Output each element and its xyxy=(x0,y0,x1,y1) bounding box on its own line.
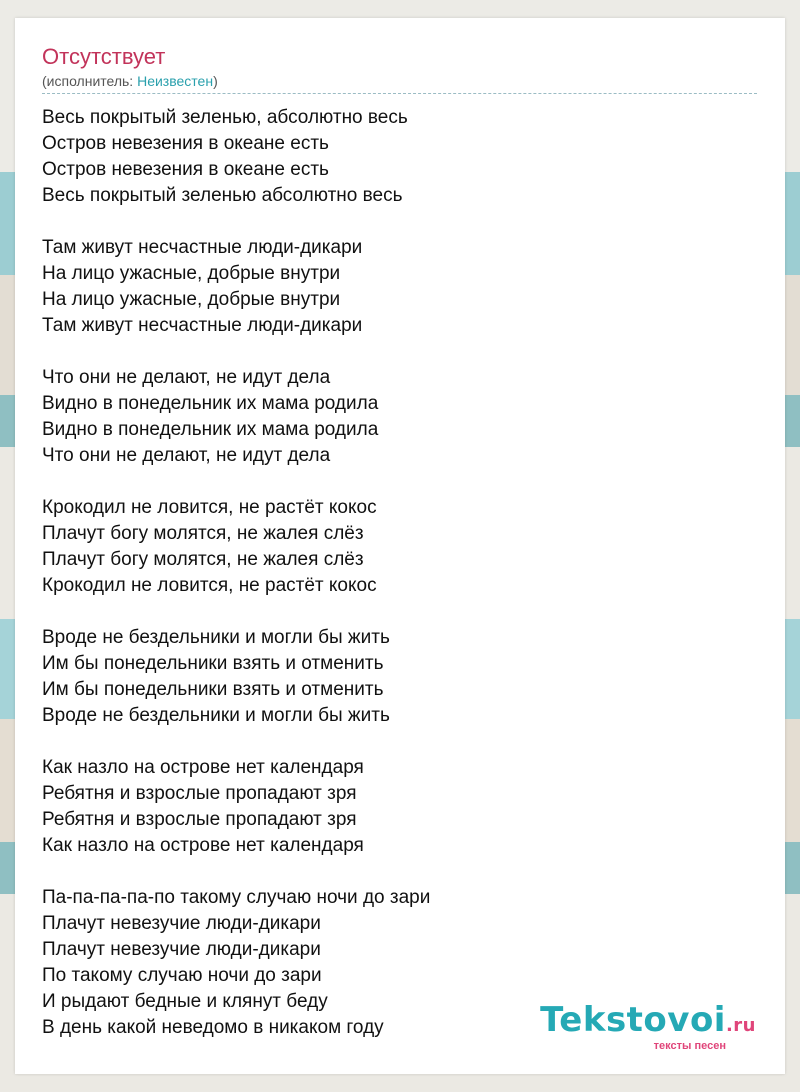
lyrics-line: Плачут невезучие люди-дикари xyxy=(42,913,321,934)
artist-link[interactable]: Неизвестен xyxy=(137,73,214,89)
lyrics-line: Весь покрытый зеленью, абсолютно весь xyxy=(42,107,408,128)
lyrics-stanza xyxy=(42,755,762,859)
lyrics-line: На лицо ужасные, добрые внутри xyxy=(42,263,341,284)
lyrics-line: Им бы понедельники взять и отменить xyxy=(42,679,384,700)
lyrics-stanza xyxy=(42,365,762,469)
lyrics-line: Вроде не бездельники и могли бы жить xyxy=(42,627,390,648)
lyrics-line: Вроде не бездельники и могли бы жить xyxy=(42,705,390,726)
lyrics-line: Плачут невезучие люди-дикари xyxy=(42,939,321,960)
lyrics-line: Видно в понедельник их мама родила xyxy=(42,419,379,440)
lyrics-line: Там живут несчастные люди-дикари xyxy=(42,237,363,258)
lyrics-line: Па-па-па-па-по такому случаю ночи до зари xyxy=(42,887,431,908)
lyrics-line: Им бы понедельники взять и отменить xyxy=(42,653,384,674)
lyrics-line: Крокодил не ловится, не растёт кокос xyxy=(42,497,377,518)
artist-suffix: ) xyxy=(213,73,218,89)
lyrics-line: Как назло на острове нет календаря xyxy=(42,835,364,856)
site-logo[interactable] xyxy=(540,1000,756,1052)
lyrics-card xyxy=(15,18,785,1074)
lyrics-line: Плачут богу молятся, не жалея слёз xyxy=(42,523,364,544)
lyrics-line: Что они не делают, не идут дела xyxy=(42,367,331,388)
lyrics-line: Там живут несчастные люди-дикари xyxy=(42,315,363,336)
lyrics-line: Что они не делают, не идут дела xyxy=(42,445,331,466)
lyrics-stanza xyxy=(42,235,762,339)
lyrics-line: В день какой неведомо в никаком году xyxy=(42,1017,384,1038)
lyrics-body xyxy=(42,105,762,1067)
artist-prefix: (исполнитель: xyxy=(42,73,138,89)
logo-tagline: тексты песен xyxy=(653,1040,726,1052)
artist-line xyxy=(42,73,218,89)
lyrics-line: Плачут богу молятся, не жалея слёз xyxy=(42,549,364,570)
lyrics-line: Как назло на острове нет календаря xyxy=(42,757,364,778)
lyrics-line: И рыдают бедные и клянут беду xyxy=(42,991,328,1012)
lyrics-line: Видно в понедельник их мама родила xyxy=(42,393,379,414)
logo-wordmark xyxy=(540,1000,756,1043)
lyrics-stanza xyxy=(42,105,762,209)
lyrics-line: Остров невезения в океане есть xyxy=(42,159,329,180)
song-title: Отсутствует xyxy=(42,44,166,69)
lyrics-line: Остров невезения в океане есть xyxy=(42,133,329,154)
lyrics-line: Весь покрытый зеленью абсолютно весь xyxy=(42,185,403,206)
logo-name: Tekstovoi xyxy=(540,1000,726,1040)
lyrics-line: Крокодил не ловится, не растёт кокос xyxy=(42,575,377,596)
lyrics-line: На лицо ужасные, добрые внутри xyxy=(42,289,341,310)
logo-tld: .ru xyxy=(725,1015,756,1036)
header-divider xyxy=(42,93,757,94)
lyrics-line: По такому случаю ночи до зари xyxy=(42,965,322,986)
lyrics-stanza xyxy=(42,495,762,599)
lyrics-line: Ребятня и взрослые пропадают зря xyxy=(42,809,357,830)
lyrics-stanza xyxy=(42,625,762,729)
lyrics-line: Ребятня и взрослые пропадают зря xyxy=(42,783,357,804)
